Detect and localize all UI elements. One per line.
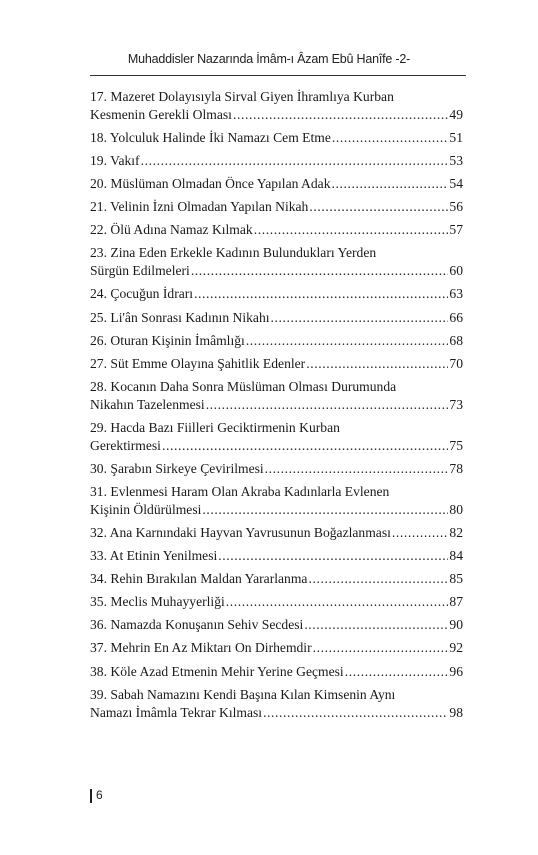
toc-entry-page: 84: [449, 548, 463, 564]
toc-entry-row: [90, 129, 463, 147]
toc-entry-row: [90, 547, 463, 565]
toc-entry-title: 22. Ölü Adına Namaz Kılmak: [90, 222, 253, 238]
toc-entry: [90, 419, 463, 455]
toc-entry-row: [90, 262, 463, 280]
dot-leader: [246, 332, 449, 350]
toc-entry: [90, 332, 463, 350]
toc-entry-row: [90, 332, 463, 350]
dot-leader: [218, 547, 448, 565]
toc-entry-page: 53: [449, 153, 463, 169]
toc-entry-page: 82: [449, 524, 463, 540]
toc-entry-title: 27. Süt Emme Olayına Şahitlik Edenler: [90, 355, 306, 371]
toc-entry: [90, 198, 463, 216]
toc-entry-title-line1: 31. Evlenmesi Haram Olan Akraba Kadınlarla Evlenen: [90, 483, 390, 499]
toc-entry: [90, 616, 463, 634]
toc-entry-title-line1: 39. Sabah Namazını Kendi Başına Kılan Kimsenin Aynı: [90, 686, 396, 702]
dot-leader: [206, 396, 449, 414]
toc-entry-page: 80: [449, 501, 463, 517]
toc-entry-page: 90: [449, 617, 463, 633]
toc-entry-row: [90, 396, 463, 414]
toc-entry-row: [90, 309, 463, 327]
toc-entry-title: 38. Köle Azad Etmenin Mehir Yerine Geçmesi: [90, 663, 344, 679]
toc-entry-page: 68: [449, 332, 463, 348]
dot-leader: [332, 129, 449, 147]
toc-entry-title: 26. Oturan Kişinin İmâmlığı: [90, 332, 245, 348]
toc-entry: [90, 309, 463, 327]
toc-entry: [90, 88, 463, 124]
toc-entry-row: [90, 285, 463, 303]
toc-entry-row: [90, 524, 463, 542]
toc-entry: [90, 378, 463, 414]
dot-leader: [271, 309, 449, 327]
dot-leader: [263, 704, 448, 722]
toc-entry-row: [90, 355, 463, 373]
dot-leader: [345, 663, 449, 681]
dot-leader: [308, 570, 448, 588]
toc-entry-page: 87: [449, 594, 463, 610]
toc-entry-title: 18. Yolculuk Halinde İki Namazı Cem Etme: [90, 130, 331, 145]
dot-leader: [141, 152, 449, 170]
toc-entry-title: 25. Li'ân Sonrası Kadının Nikahı: [90, 309, 270, 325]
toc-entry: [90, 686, 463, 722]
toc-entry-page: 63: [449, 286, 463, 302]
toc-entry-row: [90, 106, 463, 124]
toc-entry-title: 37. Mehrin En Az Miktarı On Dirhemdir: [90, 640, 312, 656]
toc-entry-title: 34. Rehin Bırakılan Maldan Yararlanma: [90, 571, 308, 587]
toc-entry-row: [90, 663, 463, 681]
dot-leader: [306, 355, 448, 373]
toc-entry-page: 60: [449, 263, 463, 279]
toc-entry-page: 49: [449, 107, 463, 122]
toc-entry: [90, 524, 463, 542]
toc-entry-title-line1: 17. Mazeret Dolayısıyla Sirval Giyen İhramlıya Kurban: [90, 89, 394, 104]
dot-leader: [254, 221, 449, 239]
toc-entry: [90, 460, 463, 478]
toc-entry: [90, 547, 463, 565]
toc-entry-page: 70: [449, 355, 463, 371]
toc-entry-row: [90, 221, 463, 239]
toc-entry-title: 24. Çocuğun İdrarı: [90, 286, 194, 302]
toc-entry-page: 54: [449, 176, 463, 192]
table-of-contents: [90, 88, 463, 727]
toc-entry-title: Gerektirmesi: [90, 437, 161, 453]
toc-entry-title: Kişinin Öldürülmesi: [90, 501, 202, 517]
dot-leader: [202, 501, 448, 519]
toc-entry: [90, 221, 463, 239]
toc-entry-row: [90, 460, 463, 478]
toc-entry-page: 98: [449, 704, 463, 720]
toc-entry: [90, 663, 463, 681]
dot-leader: [191, 262, 449, 280]
toc-entry-title: Nikahın Tazelenmesi: [90, 396, 205, 412]
toc-entry-page: 75: [449, 437, 463, 453]
dot-leader: [233, 106, 448, 124]
dot-leader: [194, 285, 448, 303]
toc-entry-title-line1: 23. Zina Eden Erkekle Kadının Bulundukları Yerden: [90, 245, 377, 261]
toc-entry: [90, 570, 463, 588]
page-number: 6: [96, 788, 103, 802]
toc-entry-title: Namazı İmâmla Tekrar Kılması: [90, 704, 263, 720]
toc-entry-page: 96: [449, 663, 463, 679]
toc-entry-row: [90, 152, 463, 170]
dot-leader: [265, 460, 449, 478]
toc-entry-page: 85: [449, 571, 463, 587]
toc-entry-title: 30. Şarabın Sirkeye Çevirilmesi: [90, 460, 264, 476]
toc-entry-title: 35. Meclis Muhayyerliği: [90, 594, 225, 610]
toc-entry-row: [90, 570, 463, 588]
toc-entry-title: Kesmenin Gerekli Olması: [90, 107, 232, 122]
toc-entry-row: [90, 616, 463, 634]
dot-leader: [332, 175, 449, 193]
toc-entry: [90, 129, 463, 147]
toc-entry-title-line1: 28. Kocanın Daha Sonra Müslüman Olması Durumunda: [90, 378, 397, 394]
toc-entry-title: 20. Müslüman Olmadan Önce Yapılan Adak: [90, 176, 331, 192]
toc-entry-page: 92: [449, 640, 463, 656]
toc-entry-row: [90, 704, 463, 722]
toc-entry-title: Sürgün Edilmeleri: [90, 263, 190, 279]
toc-entry-row: [90, 175, 463, 193]
toc-entry-page: 66: [449, 309, 463, 325]
toc-entry: [90, 152, 463, 170]
dot-leader: [226, 593, 449, 611]
toc-entry: [90, 355, 463, 373]
toc-entry-page: 57: [449, 222, 463, 238]
footer-bar: [90, 789, 92, 803]
dot-leader: [162, 437, 448, 455]
toc-entry-row: [90, 198, 463, 216]
toc-entry-row: [90, 639, 463, 657]
toc-entry: [90, 244, 463, 280]
dot-leader: [309, 198, 448, 216]
header-rule: [90, 75, 466, 76]
dot-leader: [313, 639, 449, 657]
running-header: Muhaddisler Nazarında İmâm-ı Âzam Ebû Hanîfe -2-: [127, 52, 411, 66]
toc-entry-page: 78: [449, 460, 463, 476]
toc-entry-title: 33. At Etinin Yenilmesi: [90, 548, 218, 564]
toc-entry: [90, 483, 463, 519]
toc-entry: [90, 285, 463, 303]
toc-entry: [90, 593, 463, 611]
dot-leader: [304, 616, 448, 634]
toc-entry-page: 51: [449, 130, 463, 145]
toc-entry: [90, 175, 463, 193]
toc-entry-title: 32. Ana Karnındaki Hayvan Yavrusunun Boğazlanması: [90, 524, 391, 540]
toc-entry: [90, 639, 463, 657]
dot-leader: [392, 524, 449, 542]
toc-entry-row: [90, 593, 463, 611]
toc-entry-title: 36. Namazda Konuşanın Sehiv Secdesi: [90, 617, 304, 633]
toc-entry-page: 56: [449, 199, 463, 215]
toc-entry-page: 73: [449, 396, 463, 412]
toc-entry-title: 21. Velinin İzni Olmadan Yapılan Nikah: [90, 199, 309, 215]
toc-entry-title-line1: 29. Hacda Bazı Fiilleri Geciktirmenin Kurban: [90, 419, 340, 435]
toc-entry-row: [90, 437, 463, 455]
toc-entry-row: [90, 501, 463, 519]
toc-entry-title: 19. Vakıf: [90, 153, 140, 169]
